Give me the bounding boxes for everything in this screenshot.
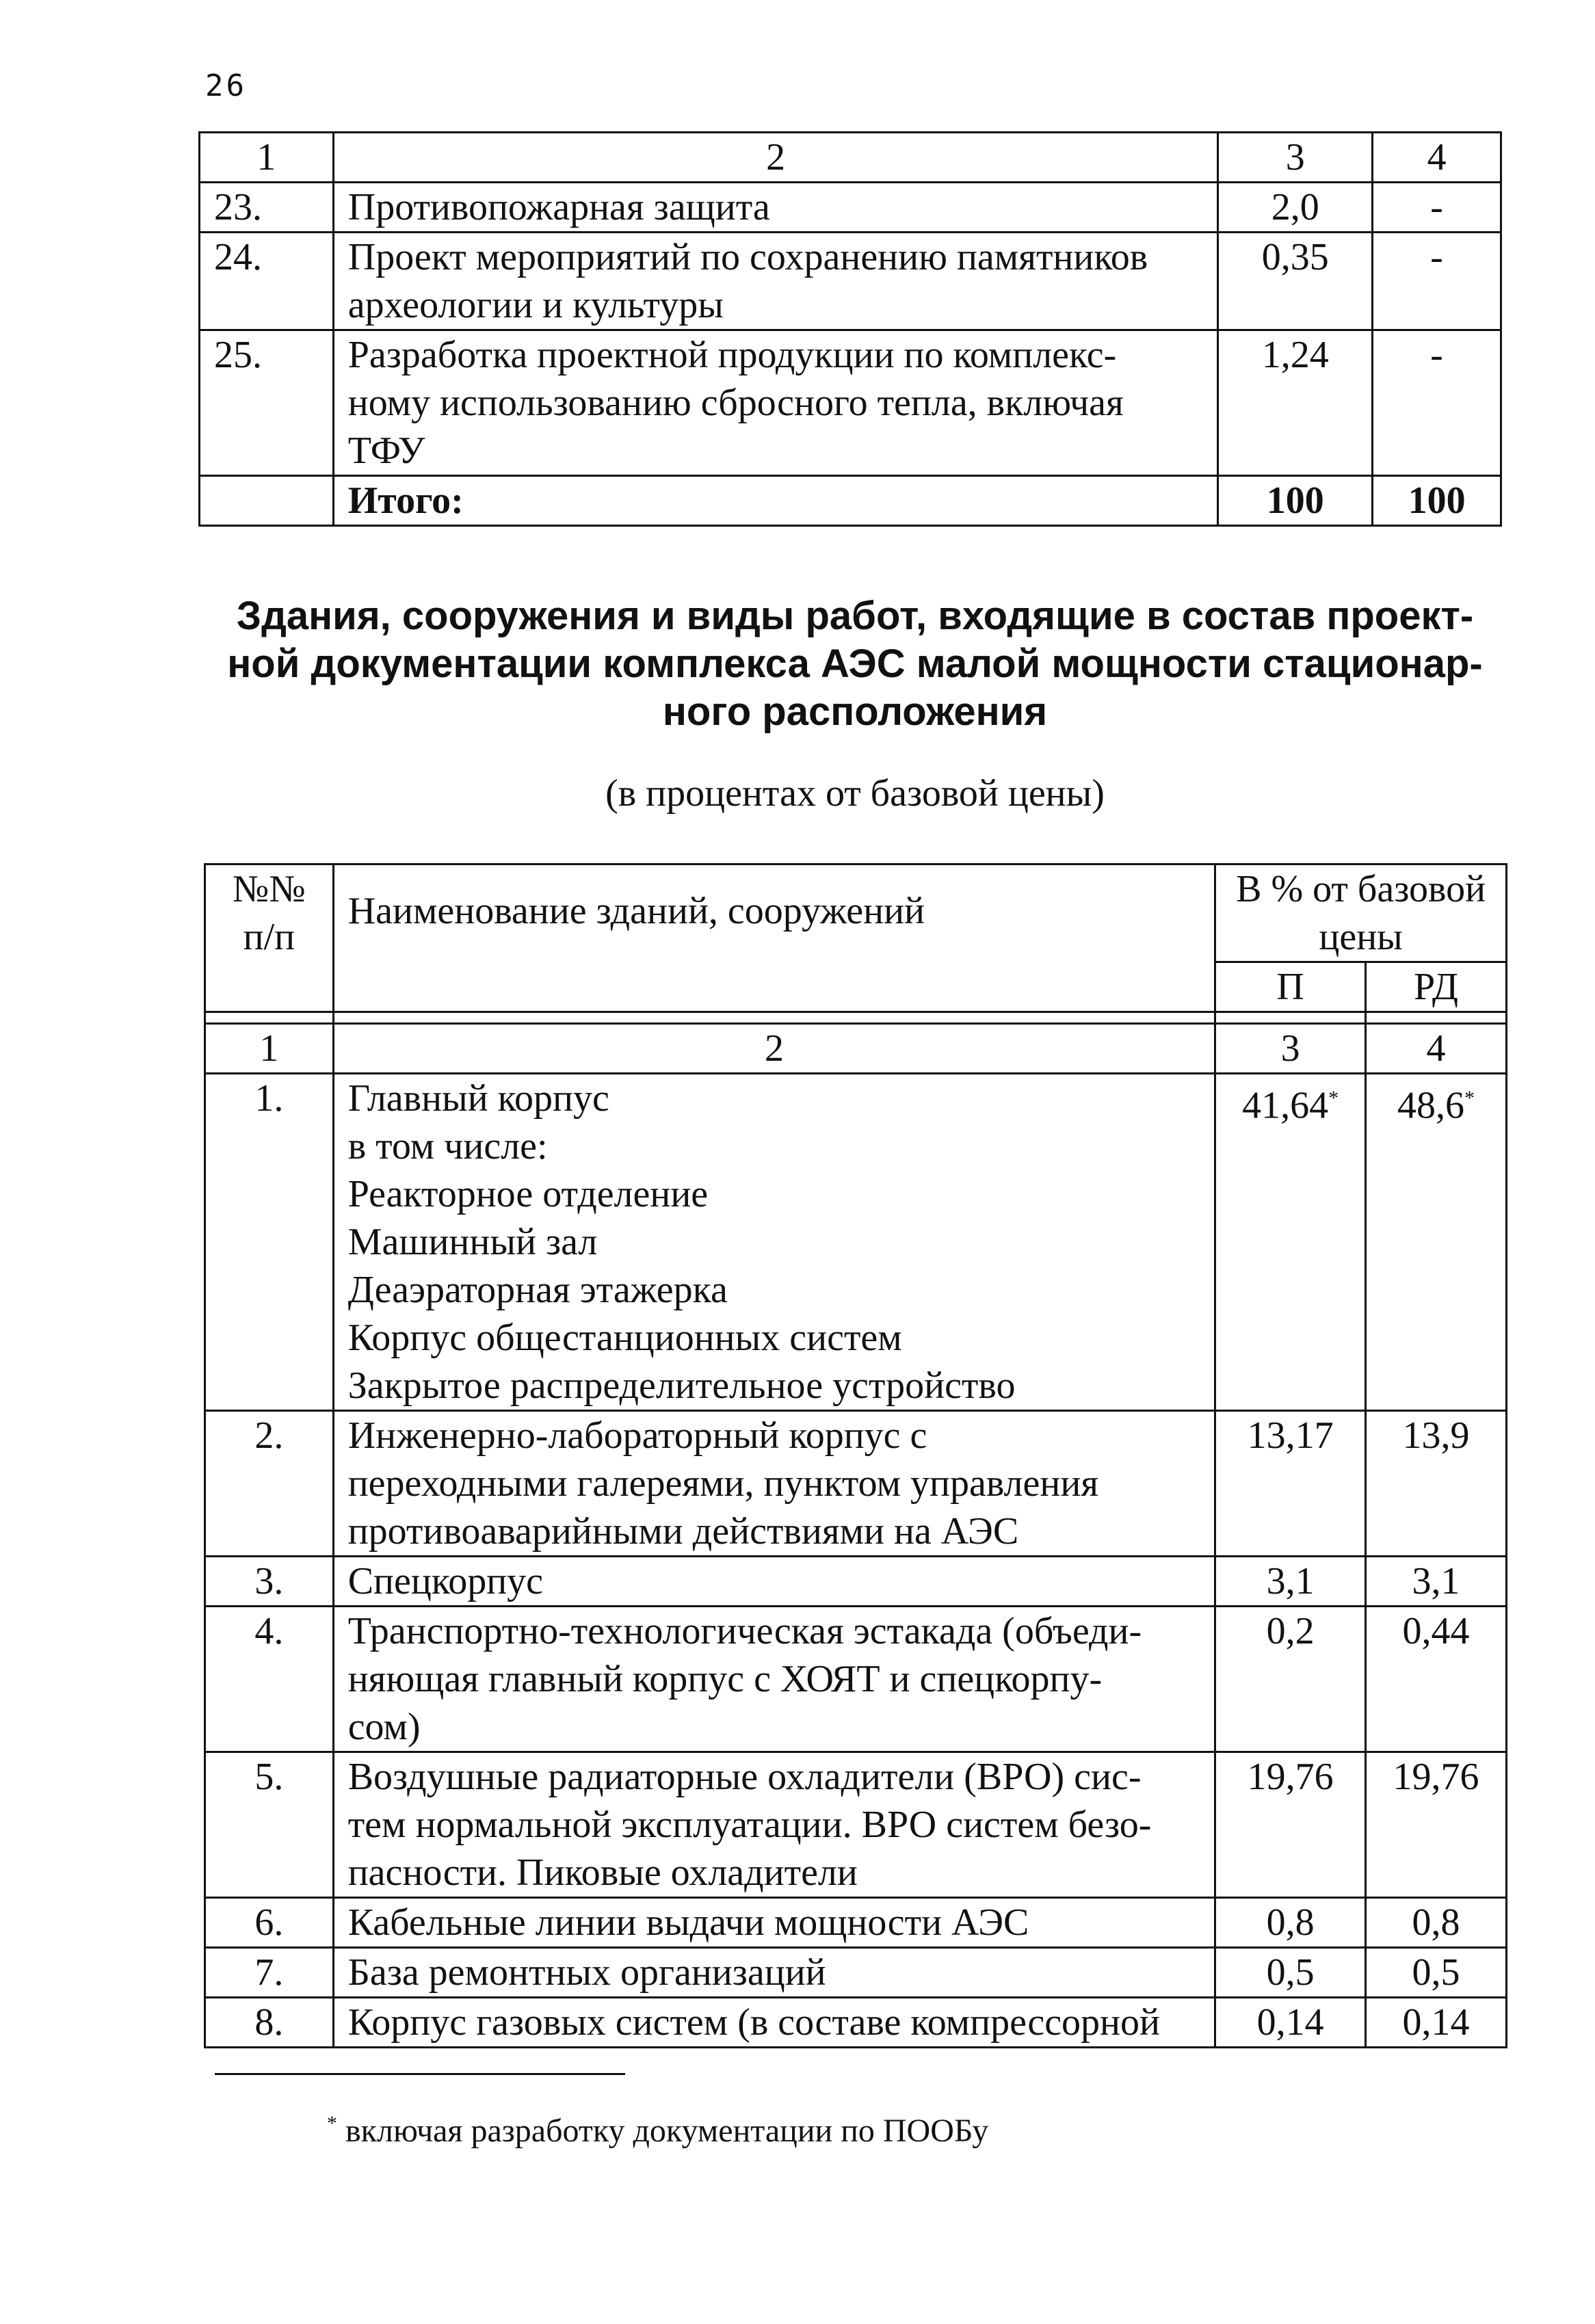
row-p-value: 3,1 [1215, 1557, 1366, 1607]
header-percent-line: В % от базовой [1236, 868, 1486, 910]
cell-line: Транспортно-технологическая эстакада (объеди- [347, 1610, 1142, 1652]
cell-line: ному использованию сбросного тепла, включая [347, 382, 1124, 424]
footnote-ref: * [1464, 1087, 1475, 1109]
row-name [333, 183, 1218, 233]
header-num-line: №№ [232, 868, 306, 910]
row-number: 5. [205, 1752, 334, 1898]
section-title-line: Здания, сооружения и виды работ, входящие в состав проект- [236, 594, 1474, 638]
row-name [333, 1607, 1215, 1752]
table-row [205, 1898, 1507, 1948]
row-name [333, 330, 1218, 476]
cell-line: в том числе: [347, 1125, 548, 1167]
cell-line: Разработка проектной продукции по комплекс- [347, 334, 1117, 376]
cell-line: пасности. Пиковые охладители [347, 1851, 858, 1894]
row-p-value [1215, 1074, 1366, 1411]
row-p-value: 0,35 [1218, 233, 1373, 330]
section-title-line: ного расположения [662, 689, 1048, 734]
table-row [200, 233, 1501, 330]
row-name [333, 1998, 1215, 2048]
cell-line: археологии и культуры [347, 284, 724, 326]
row-rd-value: 19,76 [1366, 1752, 1507, 1898]
table-row [205, 1557, 1507, 1607]
cell-line: няющая главный корпус с ХОЯТ и спецкорпу- [347, 1658, 1103, 1700]
row-number: 23. [200, 183, 334, 233]
cell-line: Корпус общестанционных систем [347, 1317, 902, 1359]
row-name [333, 1948, 1215, 1998]
column-index: 2 [333, 133, 1218, 183]
header-percent [1215, 864, 1507, 962]
header-p: П [1215, 962, 1366, 1012]
cell-line: Инженерно-лабораторный корпус с [347, 1414, 927, 1457]
cell-line: Реакторное отделение [347, 1173, 709, 1215]
cell-value: 41,64 [1242, 1084, 1329, 1127]
total-rd: 100 [1373, 476, 1501, 526]
header-num [205, 864, 334, 1012]
row-p-value: 0,8 [1215, 1898, 1366, 1948]
header-num-line: п/п [243, 916, 295, 958]
row-p-value: 0,14 [1215, 1998, 1366, 2048]
column-index: 3 [1215, 1024, 1366, 1074]
section-subtitle: (в процентах от базовой цены) [605, 772, 1105, 815]
row-name [333, 1074, 1215, 1411]
row-rd-value: - [1373, 183, 1501, 233]
total-empty [200, 476, 334, 526]
row-rd-value: 0,44 [1366, 1607, 1507, 1752]
cell-line: сом) [347, 1706, 421, 1748]
cell-line: Деаэраторная этажерка [347, 1269, 728, 1311]
table-row [205, 1752, 1507, 1898]
footnote-ref: * [1328, 1087, 1339, 1109]
footnote-mark: * [327, 2112, 337, 2135]
table-row [205, 1607, 1507, 1752]
row-rd-value: 0,8 [1366, 1898, 1507, 1948]
row-p-value: 13,17 [1215, 1411, 1366, 1557]
table-row [205, 1948, 1507, 1998]
table-row [205, 1411, 1507, 1557]
row-name [333, 1411, 1215, 1557]
cell-line: Противопожарная защита [347, 186, 770, 228]
footnote [327, 2112, 988, 2150]
column-index: 1 [205, 1024, 334, 1074]
cell-line: переходными галереями, пунктом управления [347, 1462, 1099, 1505]
column-index: 4 [1373, 133, 1501, 183]
footnote-text: включая разработку документации по ПООБу [345, 2113, 989, 2149]
header-rd: РД [1366, 962, 1507, 1012]
row-p-value: 0,5 [1215, 1948, 1366, 1998]
row-name [333, 1557, 1215, 1607]
row-number: 4. [205, 1607, 334, 1752]
cell-line: Машинный зал [347, 1221, 598, 1263]
table-header-row [200, 133, 1501, 183]
page-number: 26 [205, 68, 247, 103]
row-number: 2. [205, 1411, 334, 1557]
row-number: 25. [200, 330, 334, 476]
row-name [333, 1898, 1215, 1948]
header-name: Наименование зданий, сооружений [333, 864, 1215, 1012]
row-rd-value: 3,1 [1366, 1557, 1507, 1607]
column-index: 3 [1218, 133, 1373, 183]
row-name [333, 1752, 1215, 1898]
table-row [200, 183, 1501, 233]
footnote-rule [215, 2073, 625, 2075]
cell-line: Корпус газовых систем (в составе компрессорной [347, 2001, 1160, 2044]
row-rd-value: 0,5 [1366, 1948, 1507, 1998]
row-rd-value: - [1373, 330, 1501, 476]
row-rd-value: 13,9 [1366, 1411, 1507, 1557]
cell-line: Закрытое распределительное устройство [347, 1364, 1016, 1407]
row-rd-value: - [1373, 233, 1501, 330]
row-number: 7. [205, 1948, 334, 1998]
cell-line: ТФУ [347, 430, 425, 472]
column-index: 2 [333, 1024, 1215, 1074]
section-title [205, 592, 1505, 736]
cell-value: 48,6 [1397, 1084, 1465, 1127]
table-row [205, 1074, 1507, 1411]
table-row [205, 1998, 1507, 2048]
cell-line: Спецкорпус [347, 1560, 544, 1602]
section-title-line: ной документации комплекса АЭС малой мощности стационар- [227, 642, 1483, 686]
cost-table-continued [198, 131, 1502, 527]
cell-line: База ремонтных организаций [347, 1951, 826, 1994]
row-number: 24. [200, 233, 334, 330]
total-label: Итого: [333, 476, 1218, 526]
row-number: 8. [205, 1998, 334, 2048]
row-p-value: 19,76 [1215, 1752, 1366, 1898]
column-index: 4 [1366, 1024, 1507, 1074]
row-number: 6. [205, 1898, 334, 1948]
total-row [200, 476, 1501, 526]
buildings-table [204, 863, 1507, 2048]
cell-line: тем нормальной эксплуатации. ВРО систем безо- [347, 1804, 1152, 1846]
cell-line: Воздушные радиаторные охладители (ВРО) сис- [347, 1756, 1142, 1798]
row-rd-value [1366, 1074, 1507, 1411]
header-percent-line: цены [1319, 916, 1403, 958]
table-row [200, 330, 1501, 476]
row-number: 1. [205, 1074, 334, 1411]
cell-line: Главный корпус [347, 1077, 609, 1120]
cell-line: Проект мероприятий по сохранению памятников [347, 236, 1148, 278]
row-p-value: 1,24 [1218, 330, 1373, 476]
row-name [333, 233, 1218, 330]
total-p: 100 [1218, 476, 1373, 526]
row-number: 3. [205, 1557, 334, 1607]
row-p-value: 0,2 [1215, 1607, 1366, 1752]
column-index: 1 [200, 133, 334, 183]
column-index-row [205, 1024, 1507, 1074]
cell-line: Кабельные линии выдачи мощности АЭС [347, 1901, 1029, 1944]
row-p-value: 2,0 [1218, 183, 1373, 233]
row-rd-value: 0,14 [1366, 1998, 1507, 2048]
cell-line: противоаварийными действиями на АЭС [347, 1510, 1019, 1553]
